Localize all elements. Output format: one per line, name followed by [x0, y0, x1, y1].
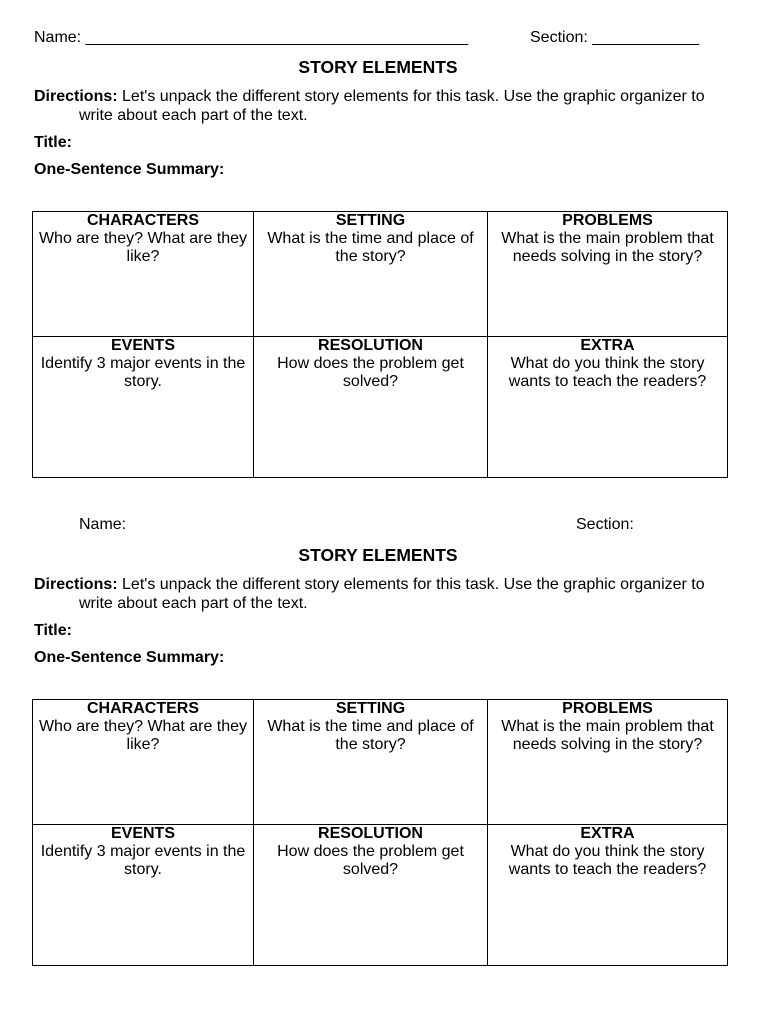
cell-heading: CHARACTERS — [87, 700, 199, 717]
cell-heading: PROBLEMS — [562, 212, 653, 229]
problems-cell[interactable] — [488, 212, 728, 337]
cell-prompt: Identify 3 major events in the story. — [40, 843, 246, 878]
cell-heading: CHARACTERS — [87, 212, 199, 229]
extra-cell[interactable] — [488, 825, 728, 966]
directions-label: Directions: — [34, 88, 118, 105]
section-field[interactable]: Section: — [576, 516, 634, 533]
cell-prompt: How does the problem get solved? — [277, 843, 464, 878]
cell-heading: EXTRA — [580, 825, 635, 842]
setting-cell[interactable] — [254, 700, 488, 825]
story-title-field[interactable]: Title: — [34, 134, 72, 151]
cell-prompt: What is the time and place of the story? — [267, 718, 474, 753]
cell-prompt: Identify 3 major events in the story. — [40, 355, 246, 390]
worksheet-title: STORY ELEMENTS — [298, 57, 458, 77]
section-field[interactable]: Section: ____________ — [530, 29, 700, 46]
directions — [34, 87, 724, 125]
graphic-organizer — [32, 699, 728, 966]
cell-heading: EVENTS — [110, 825, 175, 842]
cell-heading: SETTING — [335, 212, 406, 229]
characters-cell[interactable] — [33, 212, 254, 337]
header-line — [79, 516, 768, 536]
resolution-cell[interactable] — [254, 825, 488, 966]
cell-heading: RESOLUTION — [318, 337, 423, 354]
summary-field[interactable]: One-Sentence Summary: — [34, 161, 225, 178]
cell-prompt: Who are they? What are they like? — [38, 230, 248, 265]
summary-field[interactable]: One-Sentence Summary: — [34, 649, 225, 666]
worksheet-title: STORY ELEMENTS — [298, 545, 458, 565]
cell-prompt: What is the main problem that needs solving in the story? — [501, 230, 714, 265]
cell-prompt: What do you think the story wants to teach the readers? — [508, 355, 707, 390]
name-field[interactable]: Name: ___________________________________________ — [34, 29, 469, 46]
cell-heading: PROBLEMS — [562, 700, 653, 717]
name-field[interactable]: Name: — [79, 516, 127, 533]
extra-cell[interactable] — [488, 337, 728, 478]
directions — [34, 575, 724, 613]
problems-cell[interactable] — [488, 700, 728, 825]
directions-text: Let's unpack the different story elements for this task. Use the graphic organizer to write about each part of the text. — [79, 88, 705, 124]
cell-heading: EVENTS — [110, 337, 175, 354]
graphic-organizer — [32, 211, 728, 478]
resolution-cell[interactable] — [254, 337, 488, 478]
cell-heading: SETTING — [335, 700, 406, 717]
setting-cell[interactable] — [254, 212, 488, 337]
cell-heading: EXTRA — [580, 337, 635, 354]
cell-heading: RESOLUTION — [318, 825, 423, 842]
characters-cell[interactable] — [33, 700, 254, 825]
cell-prompt: What do you think the story wants to teach the readers? — [508, 843, 707, 878]
cell-prompt: How does the problem get solved? — [277, 355, 464, 390]
header-line — [34, 29, 734, 49]
story-title-field[interactable]: Title: — [34, 622, 72, 639]
directions-label: Directions: — [34, 576, 118, 593]
events-cell[interactable] — [33, 825, 254, 966]
cell-prompt: Who are they? What are they like? — [38, 718, 248, 753]
directions-text: Let's unpack the different story elements for this task. Use the graphic organizer to write about each part of the text. — [79, 576, 705, 612]
cell-prompt: What is the main problem that needs solving in the story? — [501, 718, 714, 753]
cell-prompt: What is the time and place of the story? — [267, 230, 474, 265]
events-cell[interactable] — [33, 337, 254, 478]
